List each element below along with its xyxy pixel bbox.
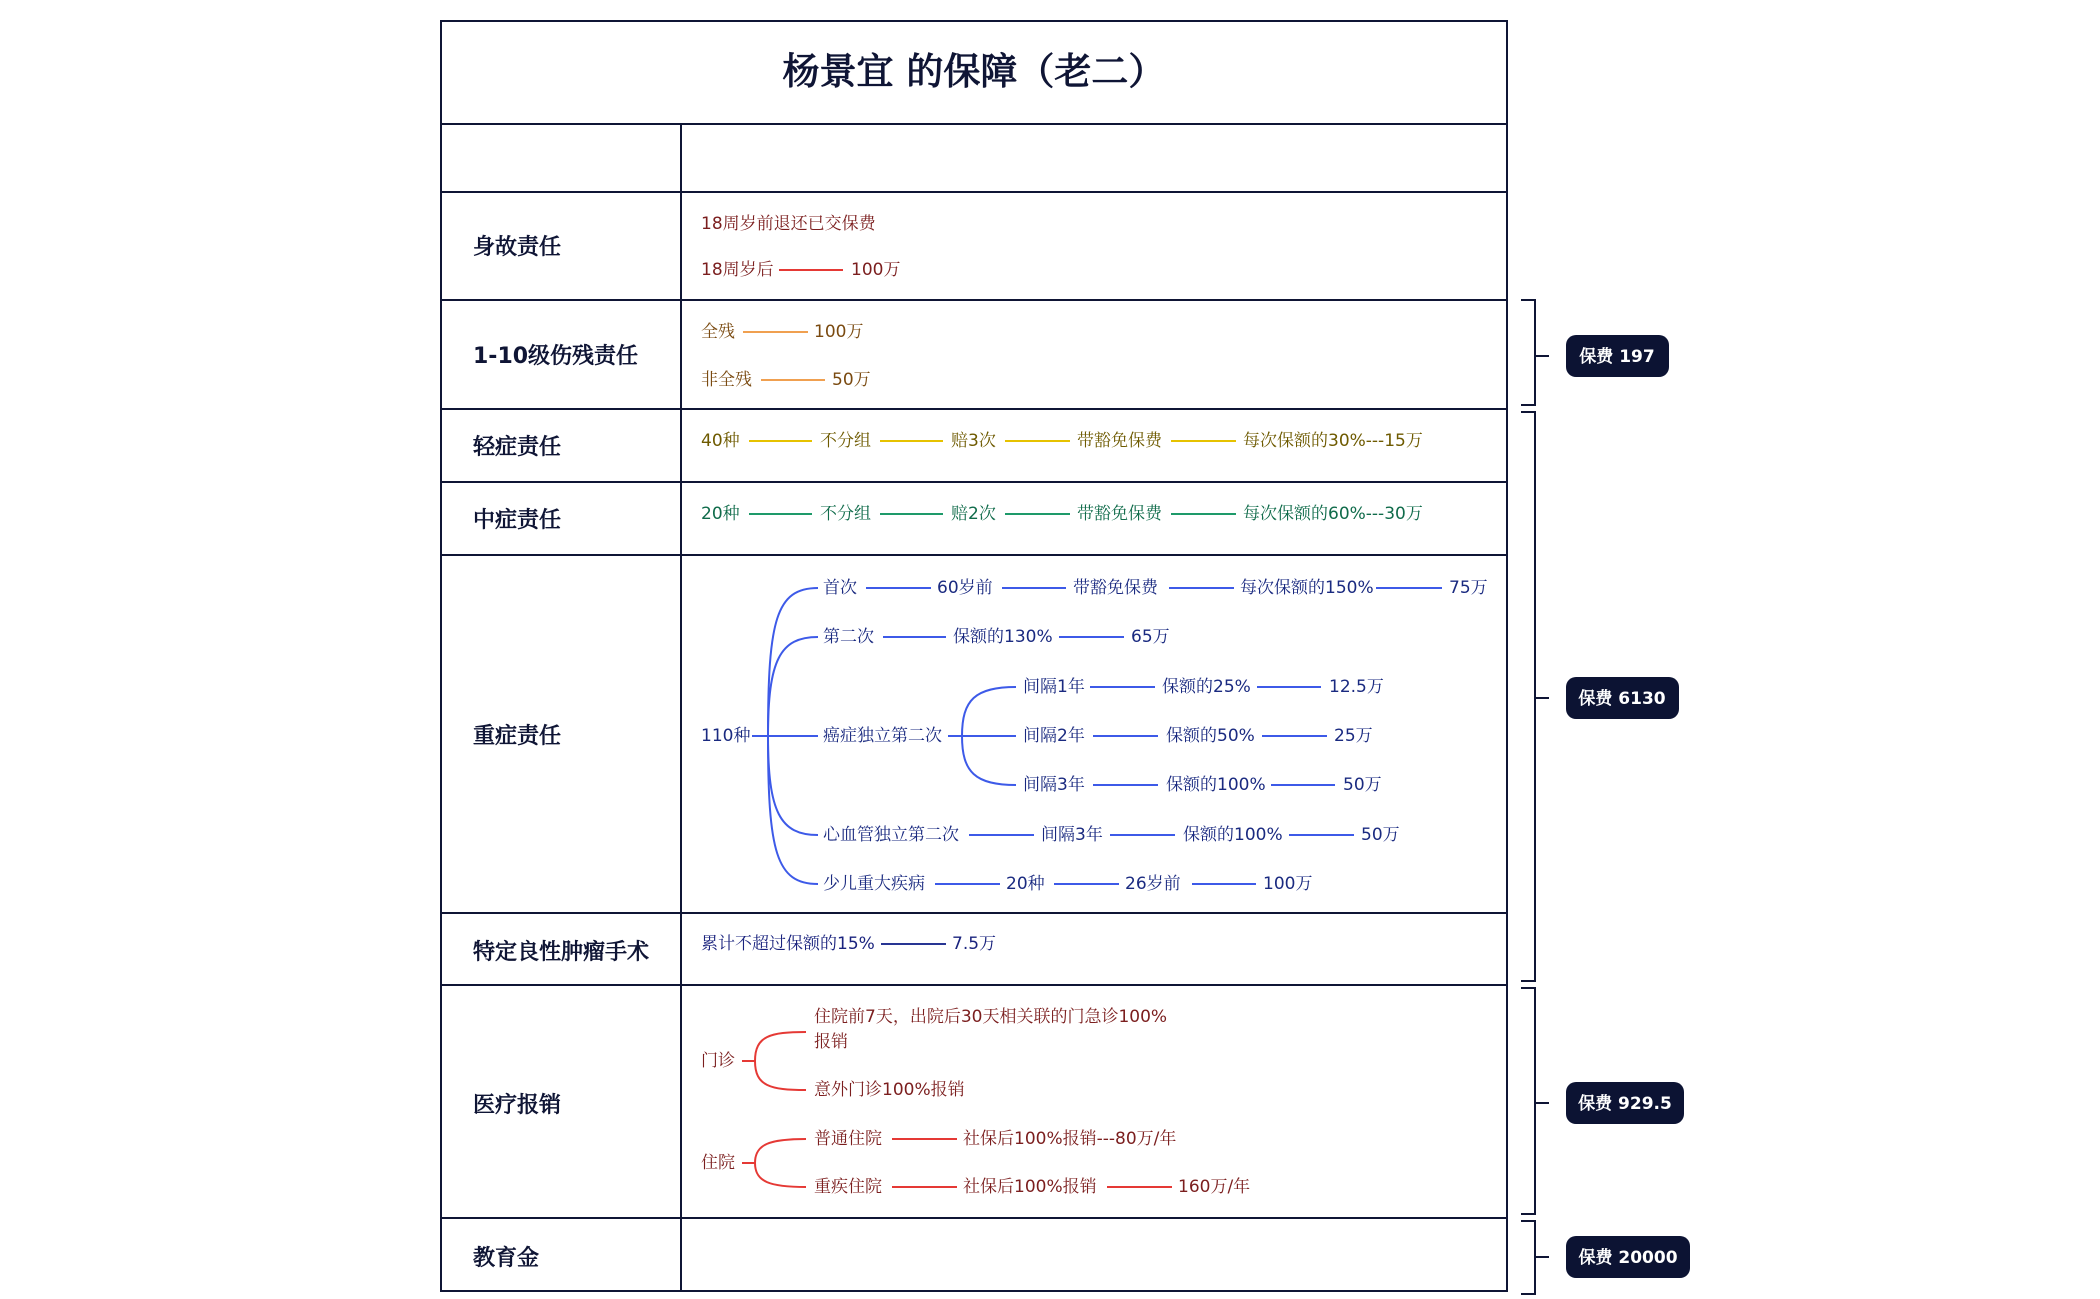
medium-waiver: 带豁免保费 (1077, 504, 1162, 524)
row-label-light-illness: 轻症责任 (473, 435, 562, 460)
light-times: 赔3次 (951, 431, 996, 451)
page-title: 杨景宜 的保障（老二） (782, 50, 1166, 93)
row-label-tumor-surgery: 特定良性肿瘤手术 (473, 940, 650, 965)
cancer-ratio-2: 保额的50% (1166, 726, 1255, 746)
severe-child-age: 26岁前 (1125, 874, 1181, 894)
medical-inpatient: 住院 (701, 1153, 735, 1173)
severe-root: 110种 (701, 726, 751, 746)
death-after-18: 18周岁后 (701, 260, 774, 280)
premium-text-1: 保费 197 (1579, 347, 1655, 367)
severe-child-label: 少儿重大疾病 (823, 874, 925, 894)
severe-cardio-interval: 间隔3年 (1041, 825, 1103, 845)
death-before-18: 18周岁前退还已交保费 (701, 214, 876, 234)
light-count: 40种 (701, 431, 740, 451)
disability-partial: 非全残 (701, 370, 752, 390)
cancer-ratio-1: 保额的25% (1162, 677, 1251, 697)
medium-count: 20种 (701, 504, 740, 524)
severe-cardio-ratio: 保额的100% (1183, 825, 1283, 845)
cancer-amount-1: 12.5万 (1329, 677, 1384, 697)
severe-second-amount: 65万 (1131, 627, 1170, 647)
light-payout: 每次保额的30%---15万 (1243, 431, 1423, 451)
medium-payout: 每次保额的60%---30万 (1243, 504, 1423, 524)
cancer-amount-3: 50万 (1343, 775, 1382, 795)
light-waiver: 带豁免保费 (1077, 431, 1162, 451)
medical-tree (742, 1032, 1172, 1187)
inpatient-normal-label: 普通住院 (814, 1129, 882, 1149)
tumor-amount: 7.5万 (952, 934, 997, 954)
light-grouping: 不分组 (820, 431, 871, 451)
premium-badge-education (1566, 1236, 1690, 1278)
premium-text-4: 保费 20000 (1578, 1248, 1678, 1268)
severe-first-label: 首次 (823, 578, 857, 598)
cancer-amount-2: 25万 (1334, 726, 1373, 746)
severe-cardio-label: 心血管独立第二次 (823, 825, 959, 845)
death-amount: 100万 (851, 260, 901, 280)
row-label-disability: 1-10级伤残责任 (473, 344, 639, 369)
medical-outpatient: 门诊 (701, 1051, 735, 1071)
premium-brackets (1521, 300, 1549, 1294)
tumor-limit: 累计不超过保额的15% (701, 934, 875, 954)
disability-branch (701, 322, 871, 390)
premium-badge-disability (1566, 335, 1669, 377)
cancer-interval-3: 间隔3年 (1023, 775, 1085, 795)
cancer-ratio-3: 保额的100% (1166, 775, 1266, 795)
medium-grouping: 不分组 (820, 504, 871, 524)
premium-text-2: 保费 6130 (1578, 689, 1666, 709)
row-label-medical: 医疗报销 (473, 1093, 562, 1118)
premium-badge-medical (1566, 1082, 1684, 1124)
premium-badge-illness (1566, 677, 1679, 719)
outpatient-item1-line1: 住院前7天，出院后30天相关联的门急诊100% (814, 1007, 1168, 1027)
severe-first-ratio: 每次保额的150% (1240, 578, 1374, 598)
row-label-severe-illness: 重症责任 (473, 724, 562, 749)
severe-first-amount: 75万 (1449, 578, 1488, 598)
cancer-interval-2: 间隔2年 (1023, 726, 1085, 746)
premium-text-3: 保费 929.5 (1578, 1094, 1672, 1114)
table-frame (441, 21, 1507, 1291)
medium-times: 赔2次 (951, 504, 996, 524)
inpatient-serious-label: 重疾住院 (814, 1177, 882, 1197)
severe-second-label: 第二次 (823, 627, 874, 647)
severe-child-amount: 100万 (1263, 874, 1313, 894)
disability-partial-amount: 50万 (832, 370, 871, 390)
severe-first-waiver: 带豁免保费 (1073, 578, 1158, 598)
inpatient-serious-limit: 160万/年 (1178, 1177, 1251, 1197)
row-label-death: 身故责任 (473, 235, 562, 260)
inpatient-serious-coverage: 社保后100%报销 (963, 1177, 1097, 1197)
severe-second-ratio: 保额的130% (953, 627, 1053, 647)
severe-child-count: 20种 (1006, 874, 1045, 894)
severe-cardio-amount: 50万 (1361, 825, 1400, 845)
death-branch (701, 214, 900, 280)
cancer-interval-1: 间隔1年 (1023, 677, 1085, 697)
row-label-medium-illness: 中症责任 (473, 508, 562, 533)
severe-first-age: 60岁前 (937, 578, 993, 598)
outpatient-item1-line2: 报销 (814, 1032, 848, 1052)
row-label-education: 教育金 (473, 1246, 540, 1271)
severe-cancer-label: 癌症独立第二次 (823, 726, 942, 746)
inpatient-normal-coverage: 社保后100%报销---80万/年 (963, 1129, 1177, 1149)
disability-full: 全残 (701, 322, 735, 342)
outpatient-item2: 意外门诊100%报销 (814, 1080, 965, 1100)
disability-full-amount: 100万 (814, 322, 864, 342)
